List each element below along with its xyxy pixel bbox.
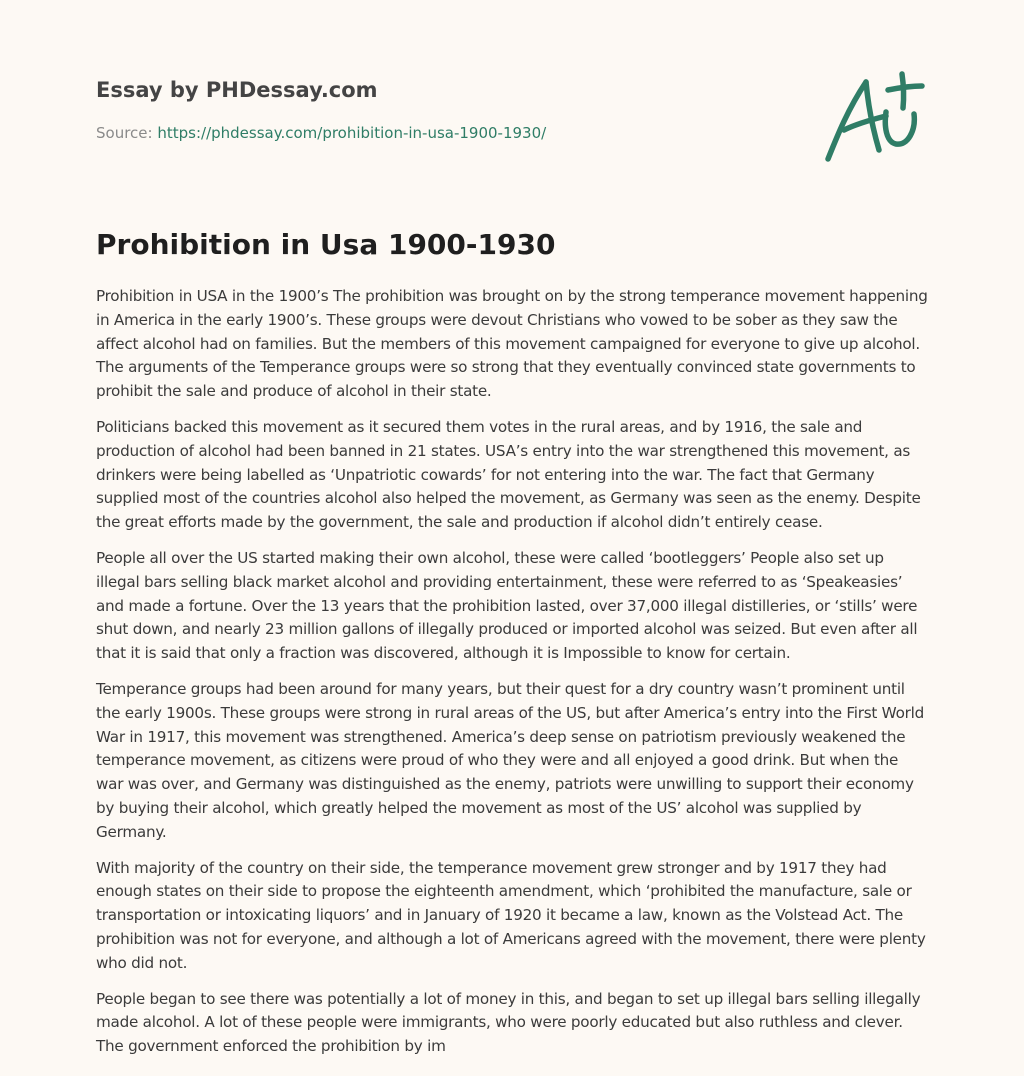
essay-paragraph: People began to see there was potentially a lot of money in this, and began to set up illegal bars selling illegally made alcohol. A lot of these people were immigrants, who were poorly educated but also ruthless and clever. The government enforced the prohibition by im <box>96 989 921 1056</box>
essay-paragraph: People all over the US started making their own alcohol, these were called ‘bootleggers’ People also set up illegal bars selling black market alcohol and providing entertainment, these were referred to as ‘Speakeasies’ and made a fortune. Over the 13 years that the prohibition lasted, over 37,000 illegal distilleries, or ‘stills’ were shut down, and nearly 23 million gallons of illegally produced or imported alcohol was seized. But even after all that it is said that only a fraction was discovered, although it is Impossible to know for certain. <box>96 548 918 663</box>
essay-body <box>96 285 928 1071</box>
site-title: Essay by PHDessay.com <box>96 78 378 102</box>
a-plus-logo-icon <box>824 64 928 164</box>
essay-title: Prohibition in Usa 1900-1930 <box>96 228 556 261</box>
page-header <box>96 0 928 200</box>
essay-paragraph: With majority of the country on their side, the temperance movement grew stronger and by 1917 they had enough states on their side to propose the eighteenth amendment, which ‘prohibited the manufacture, sale or transportation or intoxicating liquors’ and in January of 1920 it became a law, known as the Volstead Act. The prohibition was not for everyone, and although a lot of Americans agreed with the movement, there were plenty who did not. <box>96 858 926 972</box>
source-line <box>96 123 546 143</box>
essay-paragraph: Temperance groups had been around for many years, but their quest for a dry country wasn’t prominent until the early 1900s. These groups were strong in rural areas of the US, but after America’s entry into the First World War in 1917, this movement was strengthened. America’s deep sense on patriotism previously weakened the temperance movement, as citizens were proud of who they were and all enjoyed a good drink. But when the war was over, and Germany was distinguished as the enemy, patriots were unwilling to support their economy by buying their alcohol, which greatly helped the movement as most of the US’ alcohol was supplied by Germany. <box>96 679 924 841</box>
essay-page <box>96 0 928 1076</box>
source-link[interactable]: https://phdessay.com/prohibition-in-usa-1900-1930/ <box>157 124 547 142</box>
essay-paragraph: Politicians backed this movement as it secured them votes in the rural areas, and by 1916, the sale and production of alcohol had been banned in 21 states. USA’s entry into the war strengthened this movement, as drinkers were being labelled as ‘Unpatriotic cowards’ for not entering into the war. The fact that Germany supplied most of the countries alcohol also helped the movement, as Germany was seen as the enemy. Despite the great efforts made by the government, the sale and production if alcohol didn’t entirely cease. <box>96 417 921 532</box>
source-label: Source: <box>96 124 153 142</box>
essay-paragraph: Prohibition in USA in the 1900’s The prohibition was brought on by the strong temperance movement happening in America in the early 1900’s. These groups were devout Christians who vowed to be sober as they saw the affect alcohol had on families. But the members of this movement campaigned for everyone to give up alcohol. The arguments of the Temperance groups were so strong that they eventually convinced state governments to prohibit the sale and produce of alcohol in their state. <box>96 287 928 401</box>
